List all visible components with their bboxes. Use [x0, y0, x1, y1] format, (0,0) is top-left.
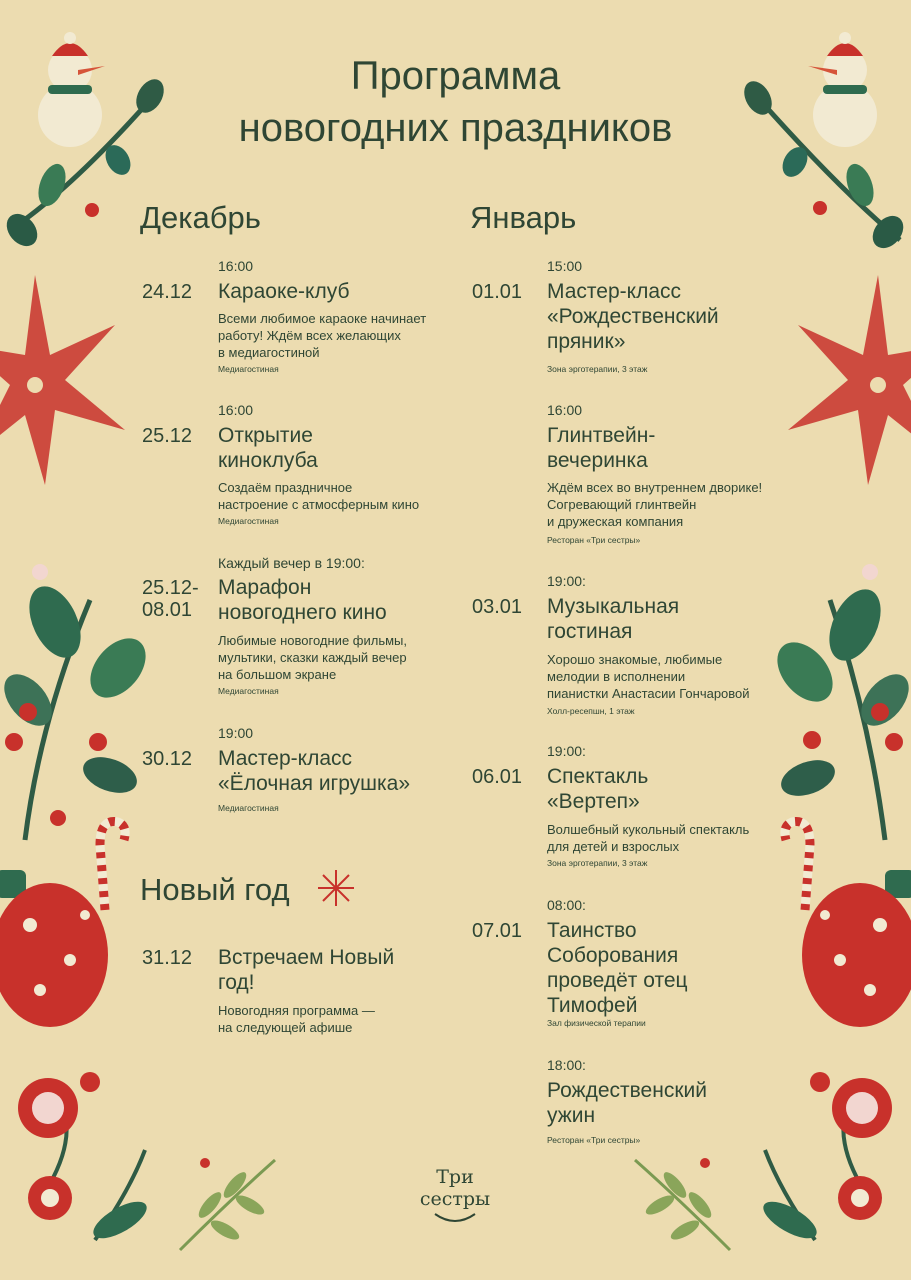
page-title	[0, 50, 911, 154]
event-description: Всеми любимое караоке начинает работу! Ждём всех желающих в медиагостиной	[218, 311, 427, 360]
event-date: 06.01	[472, 766, 523, 788]
logo-line-2: сестры	[419, 1188, 491, 1210]
event-location: Медиагостиная	[218, 364, 279, 374]
event-location: Медиагостиная	[218, 803, 279, 813]
logo-line-1: Три	[436, 1166, 474, 1188]
event-description: Хорошо знакомые, любимые мелодии в исполнении пианистки Анастасии Гончаровой	[547, 652, 750, 701]
event-time: 08:00:	[547, 897, 586, 913]
event-location: Зал физической терапии	[547, 1018, 646, 1028]
event-location: Медиагостиная	[218, 686, 279, 696]
leaves-right-icon	[766, 564, 911, 840]
ornament-left-icon	[0, 870, 108, 1027]
event-location: Холл-ресепшн, 1 этаж	[547, 706, 635, 716]
title-line-2: новогодних праздников	[238, 106, 673, 150]
leaves-left-icon	[0, 564, 157, 840]
event-time: Каждый вечер в 19:00:	[218, 555, 365, 571]
candy-cane-left-icon	[100, 821, 125, 910]
event-title: Музыкальная гостиная	[547, 595, 680, 643]
event-date: 01.01	[472, 281, 523, 303]
star-left-icon	[0, 275, 125, 485]
section-heading-new-year: Новый год	[140, 872, 290, 907]
event-title: Рождественский ужин	[547, 1079, 707, 1127]
event-location: Ресторан «Три сестры»	[547, 1135, 641, 1145]
event-title: Встречаем Новый год!	[218, 946, 395, 994]
fern-right-icon	[635, 1160, 730, 1250]
event-title: Мастер-класс «Рождественский пряник»	[547, 280, 719, 353]
event-description: Любимые новогодние фильмы, мультики, сказки каждый вечер на большом экране	[218, 633, 407, 682]
flowers-right-icon	[700, 1072, 892, 1245]
event-time: 18:00:	[547, 1057, 586, 1073]
event-date: 07.01	[472, 920, 523, 942]
event-date: 24.12	[142, 281, 193, 303]
event-time: 16:00	[218, 258, 254, 274]
event-location: Медиагостиная	[218, 516, 279, 526]
event-title: Марафон новогоднего кино	[218, 576, 387, 624]
event-title: Открытие киноклуба	[218, 424, 318, 472]
month-heading-january: Январь	[470, 200, 577, 235]
event-description: Создаём праздничное настроение с атмосферным кино	[218, 480, 420, 512]
fern-left-icon	[180, 1160, 275, 1250]
event-title: Таинство Соборования проведёт отец Тимофей	[547, 919, 688, 1017]
event-title: Спектакль «Вертеп»	[547, 765, 649, 813]
candy-cane-right-icon	[785, 821, 810, 910]
ornament-right-icon	[802, 870, 911, 1027]
event-date: 25.12- 08.01	[142, 577, 199, 621]
event-date: 30.12	[142, 748, 193, 770]
flowers-left-icon	[18, 1072, 210, 1245]
title-line-1: Программа	[350, 54, 561, 98]
event-time: 16:00	[547, 402, 583, 418]
event-title: Глинтвейн- вечеринка	[547, 424, 656, 472]
event-location: Зона эрготерапии, 3 этаж	[547, 858, 648, 868]
star-right-icon	[788, 275, 911, 485]
event-title: Караоке-клуб	[218, 280, 350, 303]
event-time: 15:00	[547, 258, 583, 274]
snowflake-icon	[318, 870, 354, 906]
event-location: Ресторан «Три сестры»	[547, 535, 641, 545]
event-time: 19:00:	[547, 743, 586, 759]
event-date: 31.12	[142, 947, 193, 969]
event-description: Ждём всех во внутреннем дворике! Согревающий глинтвейн и дружеская компания	[547, 480, 763, 529]
event-description: Волшебный кукольный спектакль для детей и взрослых	[547, 822, 750, 854]
event-location: Зона эрготерапии, 3 этаж	[547, 364, 648, 374]
event-time: 19:00	[218, 725, 254, 741]
month-heading-december: Декабрь	[140, 200, 261, 235]
event-description: Новогодняя программа — на следующей афише	[218, 1003, 375, 1035]
event-date: 03.01	[472, 596, 523, 618]
brand-logo	[405, 1166, 505, 1229]
event-time: 19:00:	[547, 573, 586, 589]
event-time: 16:00	[218, 402, 254, 418]
event-title: Мастер-класс «Ёлочная игрушка»	[218, 747, 411, 795]
smile-icon	[430, 1211, 480, 1225]
event-date: 25.12	[142, 425, 193, 447]
